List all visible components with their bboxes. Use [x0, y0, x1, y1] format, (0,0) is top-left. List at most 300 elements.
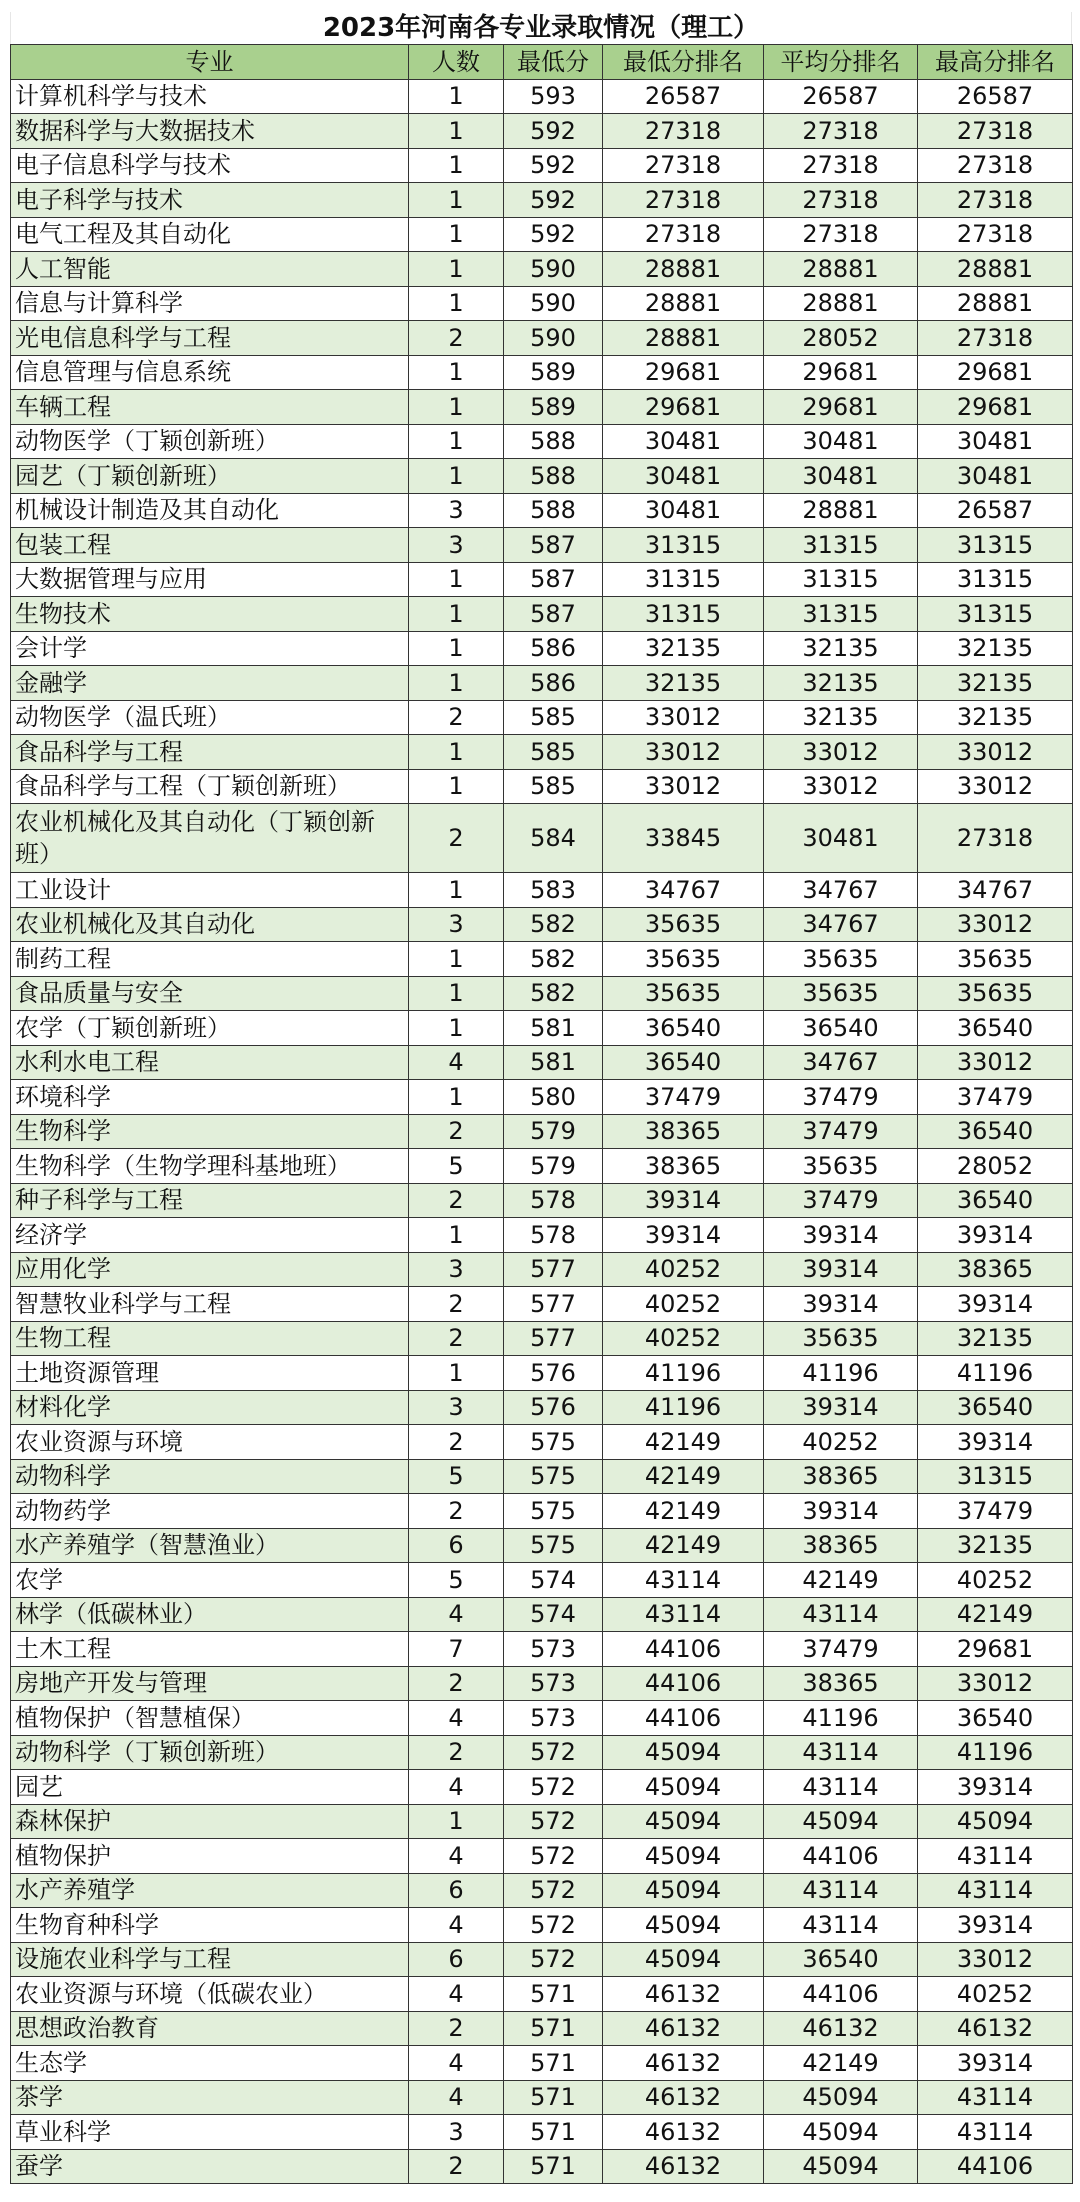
- cell-min-score[interactable]: 572: [504, 1839, 603, 1874]
- cell-major[interactable]: 材料化学: [11, 1390, 409, 1425]
- cell-count[interactable]: 2: [409, 1425, 504, 1460]
- cell-avg-rank[interactable]: 45094: [764, 2149, 918, 2184]
- cell-avg-rank[interactable]: 38365: [764, 1459, 918, 1494]
- cell-avg-rank[interactable]: 29681: [764, 355, 918, 390]
- cell-min-score[interactable]: 582: [504, 942, 603, 977]
- cell-min-rank[interactable]: 46132: [603, 2149, 764, 2184]
- cell-avg-rank[interactable]: 41196: [764, 1356, 918, 1391]
- cell-avg-rank[interactable]: 37479: [764, 1632, 918, 1667]
- cell-min-score[interactable]: 577: [504, 1252, 603, 1287]
- header-major[interactable]: 专业: [11, 45, 409, 80]
- cell-major[interactable]: 水产养殖学: [11, 1873, 409, 1908]
- cell-avg-rank[interactable]: 34767: [764, 873, 918, 908]
- cell-avg-rank[interactable]: 39314: [764, 1252, 918, 1287]
- cell-min-score[interactable]: 571: [504, 2046, 603, 2081]
- cell-min-rank[interactable]: 32135: [603, 631, 764, 666]
- cell-count[interactable]: 3: [409, 493, 504, 528]
- header-count[interactable]: 人数: [409, 45, 504, 80]
- cell-min-score[interactable]: 585: [504, 769, 603, 804]
- cell-min-score[interactable]: 577: [504, 1321, 603, 1356]
- cell-count[interactable]: 1: [409, 390, 504, 425]
- cell-min-score[interactable]: 579: [504, 1114, 603, 1149]
- cell-min-rank[interactable]: 39314: [603, 1183, 764, 1218]
- cell-avg-rank[interactable]: 45094: [764, 1804, 918, 1839]
- cell-max-rank[interactable]: 26587: [918, 493, 1073, 528]
- cell-min-rank[interactable]: 30481: [603, 459, 764, 494]
- cell-max-rank[interactable]: 32135: [918, 631, 1073, 666]
- cell-min-score[interactable]: 574: [504, 1597, 603, 1632]
- cell-avg-rank[interactable]: 28881: [764, 493, 918, 528]
- cell-major[interactable]: 工业设计: [11, 873, 409, 908]
- cell-count[interactable]: 1: [409, 942, 504, 977]
- cell-avg-rank[interactable]: 38365: [764, 1528, 918, 1563]
- cell-major[interactable]: 计算机科学与技术: [11, 79, 409, 114]
- cell-max-rank[interactable]: 28052: [918, 1149, 1073, 1184]
- cell-min-rank[interactable]: 31315: [603, 562, 764, 597]
- cell-avg-rank[interactable]: 27318: [764, 183, 918, 218]
- cell-major[interactable]: 经济学: [11, 1218, 409, 1253]
- cell-avg-rank[interactable]: 33012: [764, 769, 918, 804]
- cell-max-rank[interactable]: 40252: [918, 1977, 1073, 2012]
- cell-min-score[interactable]: 574: [504, 1563, 603, 1598]
- cell-count[interactable]: 2: [409, 2149, 504, 2184]
- cell-major[interactable]: 食品质量与安全: [11, 976, 409, 1011]
- cell-min-rank[interactable]: 44106: [603, 1666, 764, 1701]
- cell-min-score[interactable]: 578: [504, 1218, 603, 1253]
- cell-avg-rank[interactable]: 33012: [764, 735, 918, 770]
- cell-max-rank[interactable]: 33012: [918, 1942, 1073, 1977]
- cell-min-score[interactable]: 575: [504, 1425, 603, 1460]
- cell-max-rank[interactable]: 39314: [918, 1287, 1073, 1322]
- cell-min-rank[interactable]: 33012: [603, 700, 764, 735]
- header-avg-rank[interactable]: 平均分排名: [764, 45, 918, 80]
- cell-max-rank[interactable]: 37479: [918, 1494, 1073, 1529]
- cell-min-score[interactable]: 581: [504, 1045, 603, 1080]
- cell-max-rank[interactable]: 27318: [918, 321, 1073, 356]
- cell-min-score[interactable]: 580: [504, 1080, 603, 1115]
- cell-min-rank[interactable]: 27318: [603, 148, 764, 183]
- cell-min-score[interactable]: 589: [504, 390, 603, 425]
- cell-count[interactable]: 5: [409, 1149, 504, 1184]
- cell-count[interactable]: 1: [409, 252, 504, 287]
- cell-avg-rank[interactable]: 39314: [764, 1287, 918, 1322]
- cell-max-rank[interactable]: 32135: [918, 1321, 1073, 1356]
- cell-min-score[interactable]: 573: [504, 1701, 603, 1736]
- cell-min-score[interactable]: 571: [504, 2080, 603, 2115]
- cell-count[interactable]: 1: [409, 148, 504, 183]
- cell-min-rank[interactable]: 31315: [603, 597, 764, 632]
- cell-min-score[interactable]: 581: [504, 1011, 603, 1046]
- cell-avg-rank[interactable]: 43114: [764, 1908, 918, 1943]
- cell-count[interactable]: 3: [409, 907, 504, 942]
- cell-count[interactable]: 2: [409, 1183, 504, 1218]
- cell-min-score[interactable]: 585: [504, 700, 603, 735]
- cell-count[interactable]: 1: [409, 976, 504, 1011]
- cell-min-rank[interactable]: 27318: [603, 217, 764, 252]
- cell-min-rank[interactable]: 46132: [603, 2115, 764, 2150]
- cell-count[interactable]: 1: [409, 1356, 504, 1391]
- cell-avg-rank[interactable]: 43114: [764, 1873, 918, 1908]
- cell-max-rank[interactable]: 39314: [918, 1425, 1073, 1460]
- cell-major[interactable]: 蚕学: [11, 2149, 409, 2184]
- cell-min-score[interactable]: 578: [504, 1183, 603, 1218]
- cell-min-rank[interactable]: 28881: [603, 286, 764, 321]
- cell-avg-rank[interactable]: 45094: [764, 2080, 918, 2115]
- cell-max-rank[interactable]: 36540: [918, 1114, 1073, 1149]
- cell-max-rank[interactable]: 33012: [918, 1045, 1073, 1080]
- cell-count[interactable]: 6: [409, 1528, 504, 1563]
- cell-min-score[interactable]: 587: [504, 597, 603, 632]
- cell-max-rank[interactable]: 33012: [918, 769, 1073, 804]
- cell-major[interactable]: 园艺（丁颖创新班）: [11, 459, 409, 494]
- cell-count[interactable]: 2: [409, 1321, 504, 1356]
- cell-count[interactable]: 1: [409, 183, 504, 218]
- cell-max-rank[interactable]: 28881: [918, 286, 1073, 321]
- cell-count[interactable]: 3: [409, 1252, 504, 1287]
- cell-max-rank[interactable]: 34767: [918, 873, 1073, 908]
- cell-min-score[interactable]: 586: [504, 666, 603, 701]
- cell-max-rank[interactable]: 39314: [918, 1908, 1073, 1943]
- cell-min-score[interactable]: 571: [504, 1977, 603, 2012]
- cell-min-rank[interactable]: 46132: [603, 2080, 764, 2115]
- header-min-rank[interactable]: 最低分排名: [603, 45, 764, 80]
- cell-min-score[interactable]: 590: [504, 286, 603, 321]
- cell-max-rank[interactable]: 36540: [918, 1390, 1073, 1425]
- cell-avg-rank[interactable]: 36540: [764, 1011, 918, 1046]
- cell-min-score[interactable]: 592: [504, 217, 603, 252]
- cell-min-rank[interactable]: 45094: [603, 1839, 764, 1874]
- cell-major[interactable]: 生物工程: [11, 1321, 409, 1356]
- cell-major[interactable]: 森林保护: [11, 1804, 409, 1839]
- cell-min-score[interactable]: 575: [504, 1494, 603, 1529]
- cell-min-score[interactable]: 571: [504, 2149, 603, 2184]
- cell-major[interactable]: 种子科学与工程: [11, 1183, 409, 1218]
- cell-count[interactable]: 1: [409, 459, 504, 494]
- cell-avg-rank[interactable]: 27318: [764, 114, 918, 149]
- cell-avg-rank[interactable]: 35635: [764, 976, 918, 1011]
- cell-min-score[interactable]: 582: [504, 976, 603, 1011]
- cell-max-rank[interactable]: 33012: [918, 735, 1073, 770]
- cell-min-rank[interactable]: 26587: [603, 79, 764, 114]
- cell-count[interactable]: 2: [409, 804, 504, 873]
- cell-max-rank[interactable]: 37479: [918, 1080, 1073, 1115]
- cell-min-rank[interactable]: 40252: [603, 1287, 764, 1322]
- cell-major[interactable]: 农学: [11, 1563, 409, 1598]
- cell-major[interactable]: 电气工程及其自动化: [11, 217, 409, 252]
- cell-min-rank[interactable]: 33845: [603, 804, 764, 873]
- cell-min-rank[interactable]: 46132: [603, 1977, 764, 2012]
- cell-avg-rank[interactable]: 26587: [764, 79, 918, 114]
- cell-avg-rank[interactable]: 42149: [764, 1563, 918, 1598]
- header-max-rank[interactable]: 最高分排名: [918, 45, 1073, 80]
- cell-min-score[interactable]: 587: [504, 528, 603, 563]
- cell-avg-rank[interactable]: 30481: [764, 424, 918, 459]
- cell-min-rank[interactable]: 41196: [603, 1356, 764, 1391]
- cell-major[interactable]: 农学（丁颖创新班）: [11, 1011, 409, 1046]
- cell-count[interactable]: 1: [409, 217, 504, 252]
- cell-avg-rank[interactable]: 40252: [764, 1425, 918, 1460]
- cell-count[interactable]: 4: [409, 1701, 504, 1736]
- cell-major[interactable]: 应用化学: [11, 1252, 409, 1287]
- cell-avg-rank[interactable]: 43114: [764, 1597, 918, 1632]
- cell-count[interactable]: 1: [409, 1080, 504, 1115]
- cell-max-rank[interactable]: 39314: [918, 1770, 1073, 1805]
- cell-count[interactable]: 1: [409, 286, 504, 321]
- cell-min-score[interactable]: 573: [504, 1666, 603, 1701]
- cell-major[interactable]: 智慧牧业科学与工程: [11, 1287, 409, 1322]
- cell-count[interactable]: 4: [409, 2080, 504, 2115]
- cell-min-rank[interactable]: 45094: [603, 1770, 764, 1805]
- cell-major[interactable]: 机械设计制造及其自动化: [11, 493, 409, 528]
- cell-min-rank[interactable]: 45094: [603, 1873, 764, 1908]
- cell-min-rank[interactable]: 44106: [603, 1701, 764, 1736]
- cell-count[interactable]: 6: [409, 1873, 504, 1908]
- cell-max-rank[interactable]: 32135: [918, 666, 1073, 701]
- cell-max-rank[interactable]: 36540: [918, 1011, 1073, 1046]
- cell-max-rank[interactable]: 29681: [918, 1632, 1073, 1667]
- cell-count[interactable]: 1: [409, 873, 504, 908]
- cell-count[interactable]: 2: [409, 700, 504, 735]
- cell-count[interactable]: 3: [409, 2115, 504, 2150]
- cell-count[interactable]: 4: [409, 1770, 504, 1805]
- cell-avg-rank[interactable]: 39314: [764, 1494, 918, 1529]
- cell-count[interactable]: 1: [409, 355, 504, 390]
- cell-count[interactable]: 1: [409, 424, 504, 459]
- cell-major[interactable]: 光电信息科学与工程: [11, 321, 409, 356]
- cell-min-rank[interactable]: 42149: [603, 1459, 764, 1494]
- cell-max-rank[interactable]: 28881: [918, 252, 1073, 287]
- cell-min-rank[interactable]: 28881: [603, 252, 764, 287]
- cell-min-rank[interactable]: 41196: [603, 1390, 764, 1425]
- cell-min-rank[interactable]: 43114: [603, 1597, 764, 1632]
- cell-avg-rank[interactable]: 28881: [764, 252, 918, 287]
- cell-min-score[interactable]: 572: [504, 1770, 603, 1805]
- cell-major[interactable]: 车辆工程: [11, 390, 409, 425]
- cell-count[interactable]: 2: [409, 2011, 504, 2046]
- cell-major[interactable]: 电子信息科学与技术: [11, 148, 409, 183]
- cell-avg-rank[interactable]: 36540: [764, 1942, 918, 1977]
- cell-min-score[interactable]: 575: [504, 1528, 603, 1563]
- cell-major[interactable]: 人工智能: [11, 252, 409, 287]
- cell-major[interactable]: 生物科学: [11, 1114, 409, 1149]
- cell-max-rank[interactable]: 43114: [918, 1839, 1073, 1874]
- cell-min-rank[interactable]: 37479: [603, 1080, 764, 1115]
- cell-max-rank[interactable]: 46132: [918, 2011, 1073, 2046]
- cell-avg-rank[interactable]: 34767: [764, 907, 918, 942]
- cell-min-rank[interactable]: 31315: [603, 528, 764, 563]
- cell-avg-rank[interactable]: 32135: [764, 666, 918, 701]
- cell-max-rank[interactable]: 44106: [918, 2149, 1073, 2184]
- header-min-score[interactable]: 最低分: [504, 45, 603, 80]
- cell-max-rank[interactable]: 43114: [918, 2115, 1073, 2150]
- cell-max-rank[interactable]: 32135: [918, 700, 1073, 735]
- cell-min-rank[interactable]: 44106: [603, 1632, 764, 1667]
- cell-major[interactable]: 生物科学（生物学理科基地班）: [11, 1149, 409, 1184]
- cell-max-rank[interactable]: 29681: [918, 390, 1073, 425]
- cell-count[interactable]: 2: [409, 321, 504, 356]
- cell-min-rank[interactable]: 45094: [603, 1908, 764, 1943]
- cell-min-score[interactable]: 572: [504, 1908, 603, 1943]
- cell-min-rank[interactable]: 38365: [603, 1149, 764, 1184]
- cell-min-score[interactable]: 592: [504, 148, 603, 183]
- cell-min-score[interactable]: 575: [504, 1459, 603, 1494]
- cell-min-score[interactable]: 576: [504, 1390, 603, 1425]
- cell-major[interactable]: 金融学: [11, 666, 409, 701]
- cell-max-rank[interactable]: 36540: [918, 1183, 1073, 1218]
- cell-min-rank[interactable]: 27318: [603, 183, 764, 218]
- cell-max-rank[interactable]: 27318: [918, 114, 1073, 149]
- cell-max-rank[interactable]: 32135: [918, 1528, 1073, 1563]
- cell-min-rank[interactable]: 36540: [603, 1011, 764, 1046]
- cell-major[interactable]: 动物药学: [11, 1494, 409, 1529]
- cell-count[interactable]: 6: [409, 1942, 504, 1977]
- cell-avg-rank[interactable]: 44106: [764, 1839, 918, 1874]
- cell-avg-rank[interactable]: 37479: [764, 1183, 918, 1218]
- cell-min-score[interactable]: 585: [504, 735, 603, 770]
- cell-min-rank[interactable]: 33012: [603, 769, 764, 804]
- cell-avg-rank[interactable]: 41196: [764, 1701, 918, 1736]
- cell-min-score[interactable]: 571: [504, 2011, 603, 2046]
- cell-avg-rank[interactable]: 28052: [764, 321, 918, 356]
- cell-max-rank[interactable]: 35635: [918, 942, 1073, 977]
- cell-min-score[interactable]: 590: [504, 252, 603, 287]
- cell-max-rank[interactable]: 26587: [918, 79, 1073, 114]
- cell-avg-rank[interactable]: 32135: [764, 700, 918, 735]
- cell-min-score[interactable]: 576: [504, 1356, 603, 1391]
- cell-count[interactable]: 1: [409, 735, 504, 770]
- cell-min-score[interactable]: 572: [504, 1804, 603, 1839]
- cell-avg-rank[interactable]: 43114: [764, 1770, 918, 1805]
- cell-count[interactable]: 1: [409, 1218, 504, 1253]
- cell-avg-rank[interactable]: 35635: [764, 1321, 918, 1356]
- cell-major[interactable]: 食品科学与工程（丁颖创新班）: [11, 769, 409, 804]
- cell-max-rank[interactable]: 43114: [918, 2080, 1073, 2115]
- cell-max-rank[interactable]: 41196: [918, 1735, 1073, 1770]
- cell-count[interactable]: 1: [409, 769, 504, 804]
- cell-count[interactable]: 1: [409, 1011, 504, 1046]
- cell-major[interactable]: 包装工程: [11, 528, 409, 563]
- cell-max-rank[interactable]: 36540: [918, 1701, 1073, 1736]
- cell-min-score[interactable]: 586: [504, 631, 603, 666]
- cell-major[interactable]: 水利水电工程: [11, 1045, 409, 1080]
- cell-count[interactable]: 1: [409, 1804, 504, 1839]
- cell-max-rank[interactable]: 33012: [918, 907, 1073, 942]
- cell-max-rank[interactable]: 30481: [918, 459, 1073, 494]
- cell-min-rank[interactable]: 40252: [603, 1321, 764, 1356]
- cell-major[interactable]: 植物保护（智慧植保）: [11, 1701, 409, 1736]
- cell-max-rank[interactable]: 30481: [918, 424, 1073, 459]
- cell-max-rank[interactable]: 31315: [918, 597, 1073, 632]
- cell-max-rank[interactable]: 33012: [918, 1666, 1073, 1701]
- cell-min-rank[interactable]: 45094: [603, 1804, 764, 1839]
- cell-major[interactable]: 农业资源与环境: [11, 1425, 409, 1460]
- cell-min-score[interactable]: 588: [504, 424, 603, 459]
- cell-min-score[interactable]: 572: [504, 1735, 603, 1770]
- cell-major[interactable]: 土地资源管理: [11, 1356, 409, 1391]
- cell-avg-rank[interactable]: 34767: [764, 1045, 918, 1080]
- cell-min-score[interactable]: 592: [504, 183, 603, 218]
- cell-count[interactable]: 2: [409, 1494, 504, 1529]
- cell-max-rank[interactable]: 31315: [918, 562, 1073, 597]
- cell-count[interactable]: 2: [409, 1287, 504, 1322]
- cell-count[interactable]: 3: [409, 1390, 504, 1425]
- cell-min-rank[interactable]: 36540: [603, 1045, 764, 1080]
- cell-major[interactable]: 电子科学与技术: [11, 183, 409, 218]
- cell-max-rank[interactable]: 40252: [918, 1563, 1073, 1598]
- cell-major[interactable]: 制药工程: [11, 942, 409, 977]
- cell-count[interactable]: 4: [409, 1045, 504, 1080]
- cell-min-score[interactable]: 582: [504, 907, 603, 942]
- cell-major[interactable]: 农业资源与环境（低碳农业）: [11, 1977, 409, 2012]
- cell-min-score[interactable]: 587: [504, 562, 603, 597]
- cell-major[interactable]: 生物技术: [11, 597, 409, 632]
- cell-max-rank[interactable]: 29681: [918, 355, 1073, 390]
- cell-major[interactable]: 生态学: [11, 2046, 409, 2081]
- cell-major[interactable]: 会计学: [11, 631, 409, 666]
- cell-max-rank[interactable]: 42149: [918, 1597, 1073, 1632]
- cell-count[interactable]: 3: [409, 528, 504, 563]
- cell-major[interactable]: 园艺: [11, 1770, 409, 1805]
- cell-count[interactable]: 4: [409, 1908, 504, 1943]
- cell-major[interactable]: 动物医学（丁颖创新班）: [11, 424, 409, 459]
- cell-count[interactable]: 4: [409, 1977, 504, 2012]
- cell-min-score[interactable]: 571: [504, 2115, 603, 2150]
- cell-avg-rank[interactable]: 31315: [764, 597, 918, 632]
- cell-major[interactable]: 食品科学与工程: [11, 735, 409, 770]
- cell-major[interactable]: 茶学: [11, 2080, 409, 2115]
- cell-min-rank[interactable]: 28881: [603, 321, 764, 356]
- cell-major[interactable]: 房地产开发与管理: [11, 1666, 409, 1701]
- cell-major[interactable]: 草业科学: [11, 2115, 409, 2150]
- cell-major[interactable]: 信息管理与信息系统: [11, 355, 409, 390]
- cell-avg-rank[interactable]: 39314: [764, 1390, 918, 1425]
- cell-major[interactable]: 生物育种科学: [11, 1908, 409, 1943]
- cell-min-rank[interactable]: 45094: [603, 1942, 764, 1977]
- cell-major[interactable]: 大数据管理与应用: [11, 562, 409, 597]
- cell-min-score[interactable]: 572: [504, 1873, 603, 1908]
- cell-count[interactable]: 1: [409, 631, 504, 666]
- cell-min-rank[interactable]: 46132: [603, 2046, 764, 2081]
- cell-min-score[interactable]: 577: [504, 1287, 603, 1322]
- cell-min-rank[interactable]: 42149: [603, 1425, 764, 1460]
- cell-max-rank[interactable]: 41196: [918, 1356, 1073, 1391]
- cell-avg-rank[interactable]: 30481: [764, 804, 918, 873]
- cell-count[interactable]: 4: [409, 1597, 504, 1632]
- cell-avg-rank[interactable]: 45094: [764, 2115, 918, 2150]
- cell-min-score[interactable]: 592: [504, 114, 603, 149]
- cell-major[interactable]: 数据科学与大数据技术: [11, 114, 409, 149]
- cell-min-score[interactable]: 579: [504, 1149, 603, 1184]
- cell-min-rank[interactable]: 35635: [603, 976, 764, 1011]
- cell-min-score[interactable]: 593: [504, 79, 603, 114]
- cell-major[interactable]: 环境科学: [11, 1080, 409, 1115]
- cell-min-rank[interactable]: 40252: [603, 1252, 764, 1287]
- cell-avg-rank[interactable]: 37479: [764, 1080, 918, 1115]
- cell-max-rank[interactable]: 39314: [918, 1218, 1073, 1253]
- cell-max-rank[interactable]: 31315: [918, 1459, 1073, 1494]
- cell-count[interactable]: 1: [409, 666, 504, 701]
- cell-avg-rank[interactable]: 44106: [764, 1977, 918, 2012]
- cell-count[interactable]: 7: [409, 1632, 504, 1667]
- cell-avg-rank[interactable]: 35635: [764, 942, 918, 977]
- cell-min-rank[interactable]: 29681: [603, 355, 764, 390]
- cell-avg-rank[interactable]: 32135: [764, 631, 918, 666]
- cell-major[interactable]: 思想政治教育: [11, 2011, 409, 2046]
- cell-count[interactable]: 2: [409, 1735, 504, 1770]
- cell-avg-rank[interactable]: 39314: [764, 1218, 918, 1253]
- cell-avg-rank[interactable]: 29681: [764, 390, 918, 425]
- cell-min-score[interactable]: 572: [504, 1942, 603, 1977]
